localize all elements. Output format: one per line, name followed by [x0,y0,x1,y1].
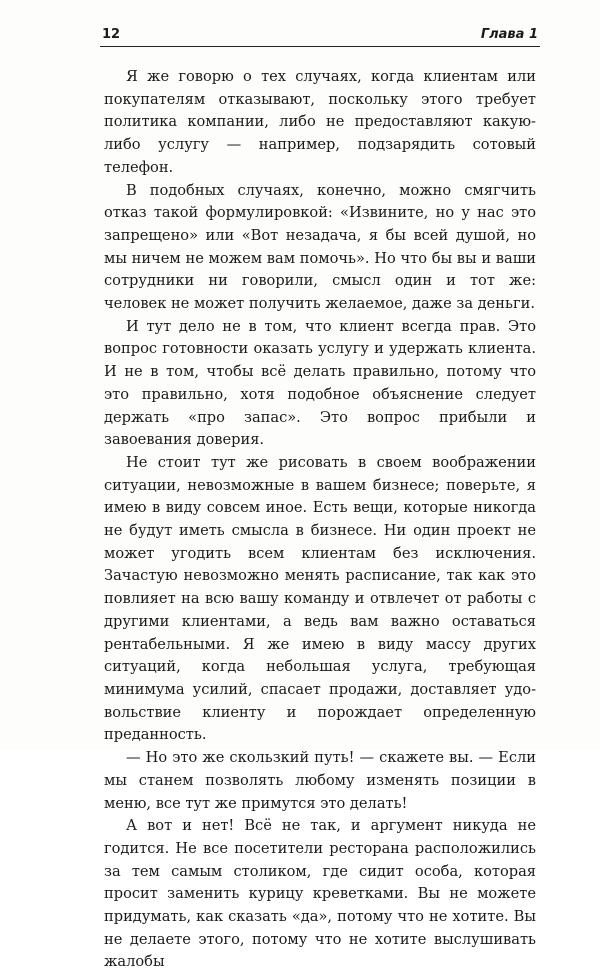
paragraph: А вот и нет! Всё не так, и аргумент никуда не годится. Не все посетители ресторана расположились за тем самым столиком, где сидит особа, которая просит заменить курицу креветками. Вы не можете придумать, как сказать «да», потому что не хотите. Вы не делаете этого, потому что не хотите выслушивать жалобы [104,817,536,971]
paragraph: Я же говорю о тех случаях, когда клиентам или покупателям отказывают, поскольку этого требует политика компании, либо не предоставляют какую-либо услугу — например, подзарядить сотовый телефон. [104,68,536,176]
paragraph: И тут дело не в том, что клиент всегда прав. Это вопрос готовности оказать услугу и удержать клиента. И не в том, чтобы всё делать правильно, потому что это правильно, хотя подобное объяснение следует держать «про запас». Это вопрос прибыли и завоевания доверия. [104,317,536,449]
paragraph: — Но это же скользкий путь! — скажете вы. — Если мы станем позволять любому изменять позиции в меню, все тут же примутся это делать! [104,749,536,812]
body-text [104,66,536,974]
running-header [100,24,540,47]
paragraph: В подобных случаях, конечно, можно смягчить отказ такой формулировкой: «Извините, но у нас это запрещено» или «Вот незадача, я бы всей душой, но мы ничем не можем вам помочь». Но что бы вы и ваши сотрудники ни говорили, смысл один и тот же: человек не может получить желаемое, даже за деньги. [104,181,536,313]
page-number: 12 [102,27,121,42]
paragraph: Не стоит тут же рисовать в своем воображении ситуации, невозможные в вашем бизнесе; поверьте, я имею в виду совсем иное. Есть вещи, которые никогда не будут иметь смысла в бизнесе. Ни один проект не может угодить всем клиентам без исключения. Зачастую невозможно менять расписание, так как это повлияет на всю вашу команду и отвлечет от работы с другими клиентами, а ведь вам важно оставаться рентабельными. Я же имею в виду массу других ситуаций, когда небольшая услуга, требующая минимума усилий, спасает продажи, доставляет удовольствие клиенту и порождает определенную преданность. [104,453,536,744]
chapter-title: Глава 1 [480,27,538,42]
